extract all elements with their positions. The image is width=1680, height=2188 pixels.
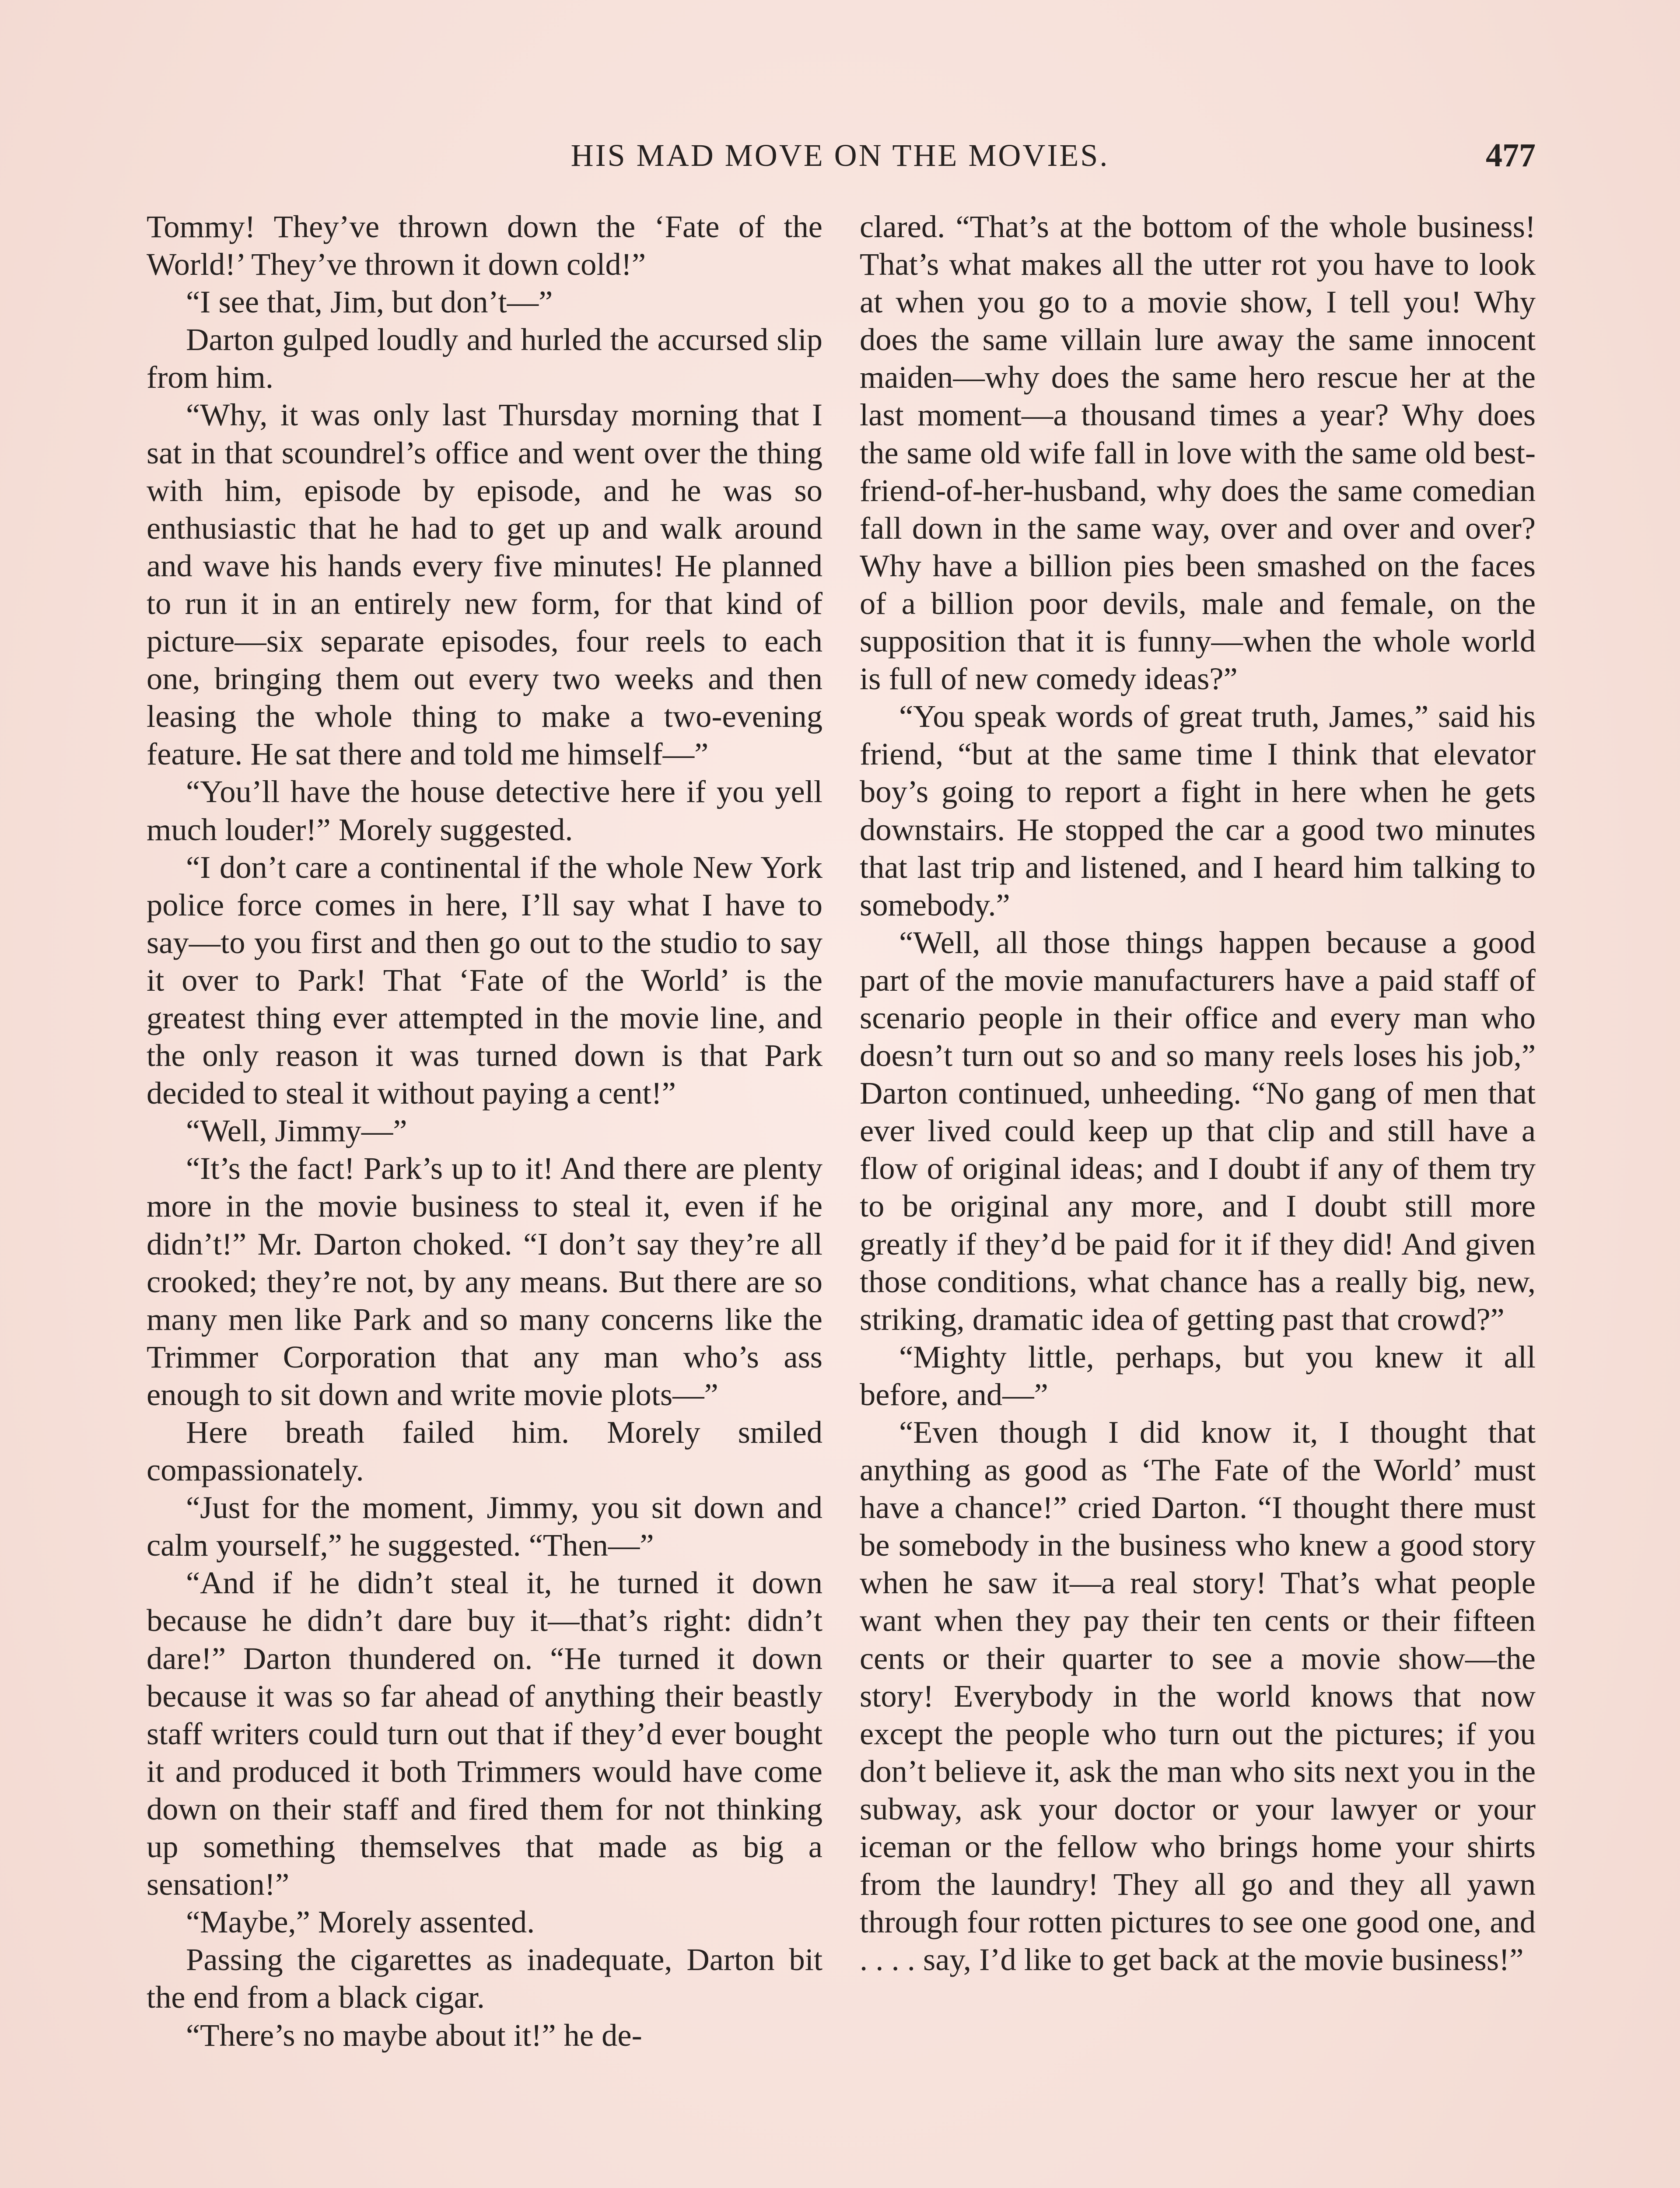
right-column xyxy=(860,208,1536,1978)
paragraph: “Even though I did know it, I thought that anything as good as ‘The Fate of the World’ must have a chance!” cried Darton. “I thought there must be somebody in the business who knew a good story when he saw it—a real story! That’s what people want when they pay their ten cents or their fifteen cents or their quarter to see a movie show—the story! Everybody in the world knows that now except the people who turn out the pictures; if you don’t believe it, ask the man who sits next you in the subway, ask your doctor or your lawyer or your iceman or the fellow who brings home your shirts from the laundry! They all go and they all yawn through four rotten pictures to see one good one, and . . . . say, I’d like to get back at the movie business!” xyxy=(860,1414,1536,1978)
paragraph: “Why, it was only last Thursday morning that I sat in that scoundrel’s office and went over the thing with him, episode by episode, and he was so enthusiastic that he had to get up and walk around and wave his hands every five minutes! He planned to run it in an entirely new form, for that kind of picture—six separate episodes, four reels to each one, bringing them out every two weeks and then leasing the whole thing to make a two-evening feature. He sat there and told me himself—” xyxy=(147,397,822,772)
left-column xyxy=(147,208,822,2054)
paragraph: “Well, all those things happen because a good part of the movie manufacturers have a paid staff of scenario people in their office and every man who doesn’t turn out so and so many reels loses his job,” Darton continued, unheeding. “No gang of men that ever lived could keep up that clip and still have a flow of original ideas; and I doubt if any of them try to be original any more, and I doubt still more greatly if they’d be paid for it if they did! And given those conditions, what chance has a really big, new, striking, dramatic idea of getting past that crowd?” xyxy=(860,924,1536,1337)
page-number: 477 xyxy=(1486,137,1536,174)
paragraph: Here breath failed him. Morely smiled compassionately. xyxy=(147,1414,822,1488)
paragraph: “I see that, Jim, but don’t—” xyxy=(186,284,553,320)
paragraph: “You speak words of great truth, James,” said his friend, “but at the same time I think that elevator boy’s going to report a fight in here when he gets downstairs. He stopped the car a good two minutes that last trip and listened, and I heard him talking to somebody.” xyxy=(860,698,1536,922)
running-title: HIS MAD MOVE ON THE MOVIES. xyxy=(570,138,1110,173)
paragraph: “And if he didn’t steal it, he turned it down because he didn’t dare buy it—that’s right: didn’t dare!” Darton thundered on. “He turned it down because it was so far ahead of anything their beastly staff writers could turn out that if they’d ever bought it and produced it both Trimmers would have come down on their staff and fired them for not thinking up something themselves that made as big a sensation!” xyxy=(147,1565,822,1902)
paragraph: “Well, Jimmy—” xyxy=(186,1113,407,1149)
paragraph: Darton gulped loudly and hurled the accursed slip from him. xyxy=(147,322,822,395)
paragraph: “You’ll have the house detective here if you yell much louder!” Morely suggested. xyxy=(147,774,822,847)
paragraph: “Mighty little, perhaps, but you knew it all before, and—” xyxy=(860,1339,1536,1412)
paragraph: “Maybe,” Morely assented. xyxy=(186,1904,535,1940)
paragraph: Passing the cigarettes as inadequate, Darton bit the end from a black cigar. xyxy=(147,1942,822,2015)
paragraph: “It’s the fact! Park’s up to it! And there are plenty more in the movie business to steal it, even if he didn’t!” Mr. Darton choked. “I don’t say they’re all crooked; they’re not, by any means. But there are so many men like Park and so many concerns like the Trimmer Corporation that any man who’s ass enough to sit down and write movie plots—” xyxy=(147,1150,822,1412)
paragraph: clared. “That’s at the bottom of the whole business! That’s what makes all the utter rot you have to look at when you go to a movie show, I tell you! Why does the same villain lure away the same innocent maiden—why does the same hero rescue her at the last moment—a thousand times a year? Why does the same old wife fall in love with the same old best-friend-of-her-husband, why does the same comedian fall down in the same way, over and over and over? Why have a billion pies been smashed on the faces of a billion poor devils, male and female, on the supposition that it is funny—when the whole world is full of new comedy ideas?” xyxy=(860,209,1536,697)
paragraph: “Just for the moment, Jimmy, you sit down and calm yourself,” he suggested. “Then—” xyxy=(147,1490,822,1563)
paragraph: Tommy! They’ve thrown down the ‘Fate of the World!’ They’ve thrown it down cold!” xyxy=(147,209,822,282)
running-head xyxy=(144,131,1536,179)
paragraph: “I don’t care a continental if the whole New York police force comes in here, I’ll say what I have to say—to you first and then go out to the studio to say it over to Park! That ‘Fate of the World’ is the greatest thing ever attempted in the movie line, and the only reason it was turned down is that Park decided to steal it without paying a cent!” xyxy=(147,849,822,1111)
paragraph: “There’s no maybe about it!” he de- xyxy=(186,2017,642,2053)
